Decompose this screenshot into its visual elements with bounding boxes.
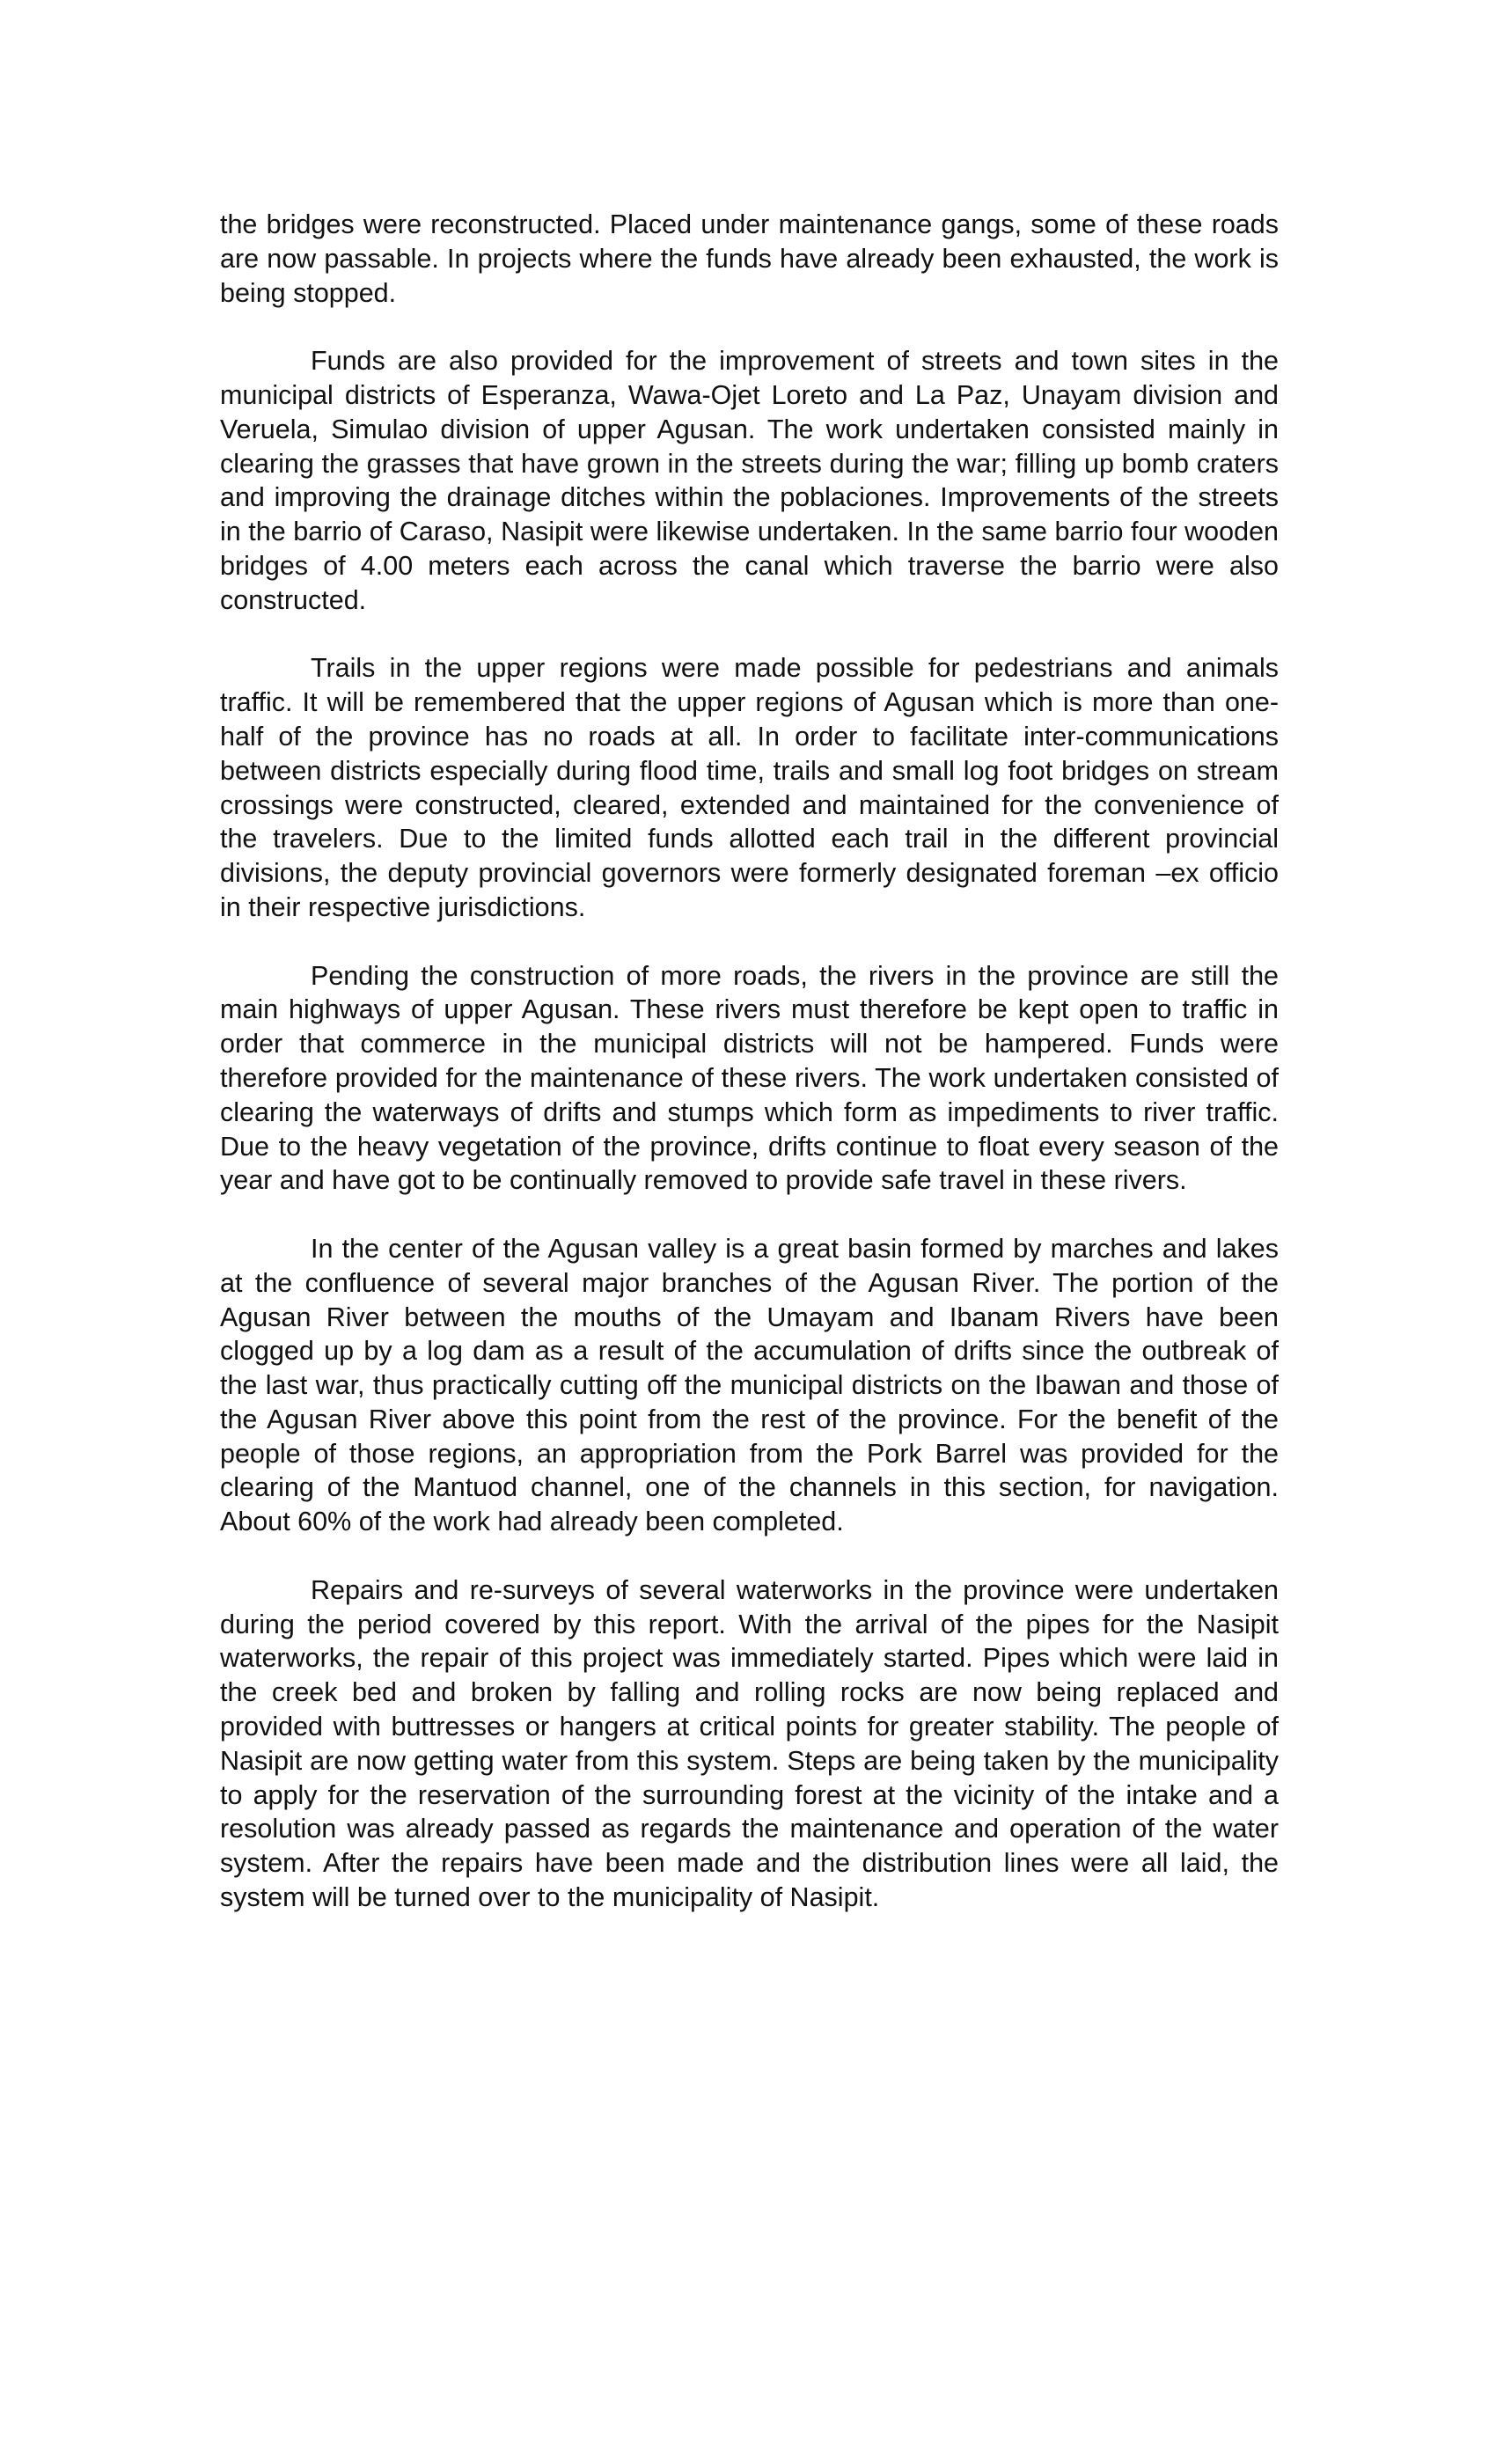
body-text (220, 208, 1279, 1915)
paragraph-waterworks-repairs: Repairs and re-surveys of several waterworks in the province were undertaken during the period covered by this report. With the arrival of the pipes for the Nasipit waterworks, the repair of this project was immediately started. Pipes which were laid in the creek bed and broken by falling and rolling rocks are now being replaced and provided with buttresses or hangers at critical points for greater stability. The people of Nasipit are now getting water from this system. Steps are being taken by the municipality to apply for the reservation of the surrounding forest at the vicinity of the intake and a resolution was already passed as regards the maintenance and operation of the water system. After the repairs have been made and the distribution lines were all laid, the system will be turned over to the municipality of Nasipit. (220, 1574, 1279, 1913)
paragraph-trails-upper-regions: Trails in the upper regions were made possible for pedestrians and animals traffic. It will be remembered that the upper regions of Agusan which is more than one-half of the province has no roads at all. In order to facilitate inter-communications between districts especially during flood time, trails and small log foot bridges on stream crossings were constructed, cleared, extended and maintained for the convenience of the travelers. Due to the limited funds allotted each trail in the different provincial divisions, the deputy provincial governors were formerly designated foreman –ex officio in their respective jurisdictions. (220, 653, 1279, 922)
paragraph-streets-town-sites: Funds are also provided for the improvement of streets and town sites in the municipal districts of Esperanza, Wawa-Ojet Loreto and La Paz, Unayam division and Veruela, Simulao division of upper Agusan. The work undertaken consisted mainly in clearing the grasses that have grown in the streets during the war; filling up bomb craters and improving the drainage ditches within the poblaciones. Improvements of the streets in the barrio of Caraso, Nasipit were likewise undertaken. In the same barrio four wooden bridges of 4.00 meters each across the canal which traverse the barrio were also constructed. (220, 346, 1279, 615)
paragraph-rivers-highways: Pending the construction of more roads, the rivers in the province are still the main highways of upper Agusan. These rivers must therefore be kept open to traffic in order that commerce in the municipal districts will not be hampered. Funds were therefore provided for the maintenance of these rivers. The work undertaken consisted of clearing the waterways of drifts and stumps which form as impediments to river traffic. Due to the heavy vegetation of the province, drifts continue to float every season of the year and have got to be continually removed to provide safe travel in these rivers. (220, 960, 1279, 1196)
paragraph-agusan-valley-basin: In the center of the Agusan valley is a great basin formed by marches and lakes at the confluence of several major branches of the Agusan River. The portion of the Agusan River between the mouths of the Umayam and Ibanam Rivers have been clogged up by a log dam as a result of the accumulation of drifts since the outbreak of the last war, thus practically cutting off the municipal districts on the Ibawan and those of the Agusan River above this point from the rest of the province. For the benefit of the people of those regions, an appropriation from the Pork Barrel was provided for the clearing of the Mantuod channel, one of the channels in this section, for navigation. About 60% of the work had already been completed. (220, 1233, 1279, 1537)
paragraph-bridges-reconstructed: the bridges were reconstructed. Placed under maintenance gangs, some of these roads are now passable. In projects where the funds have already been exhausted, the work is being stopped. (220, 209, 1279, 308)
